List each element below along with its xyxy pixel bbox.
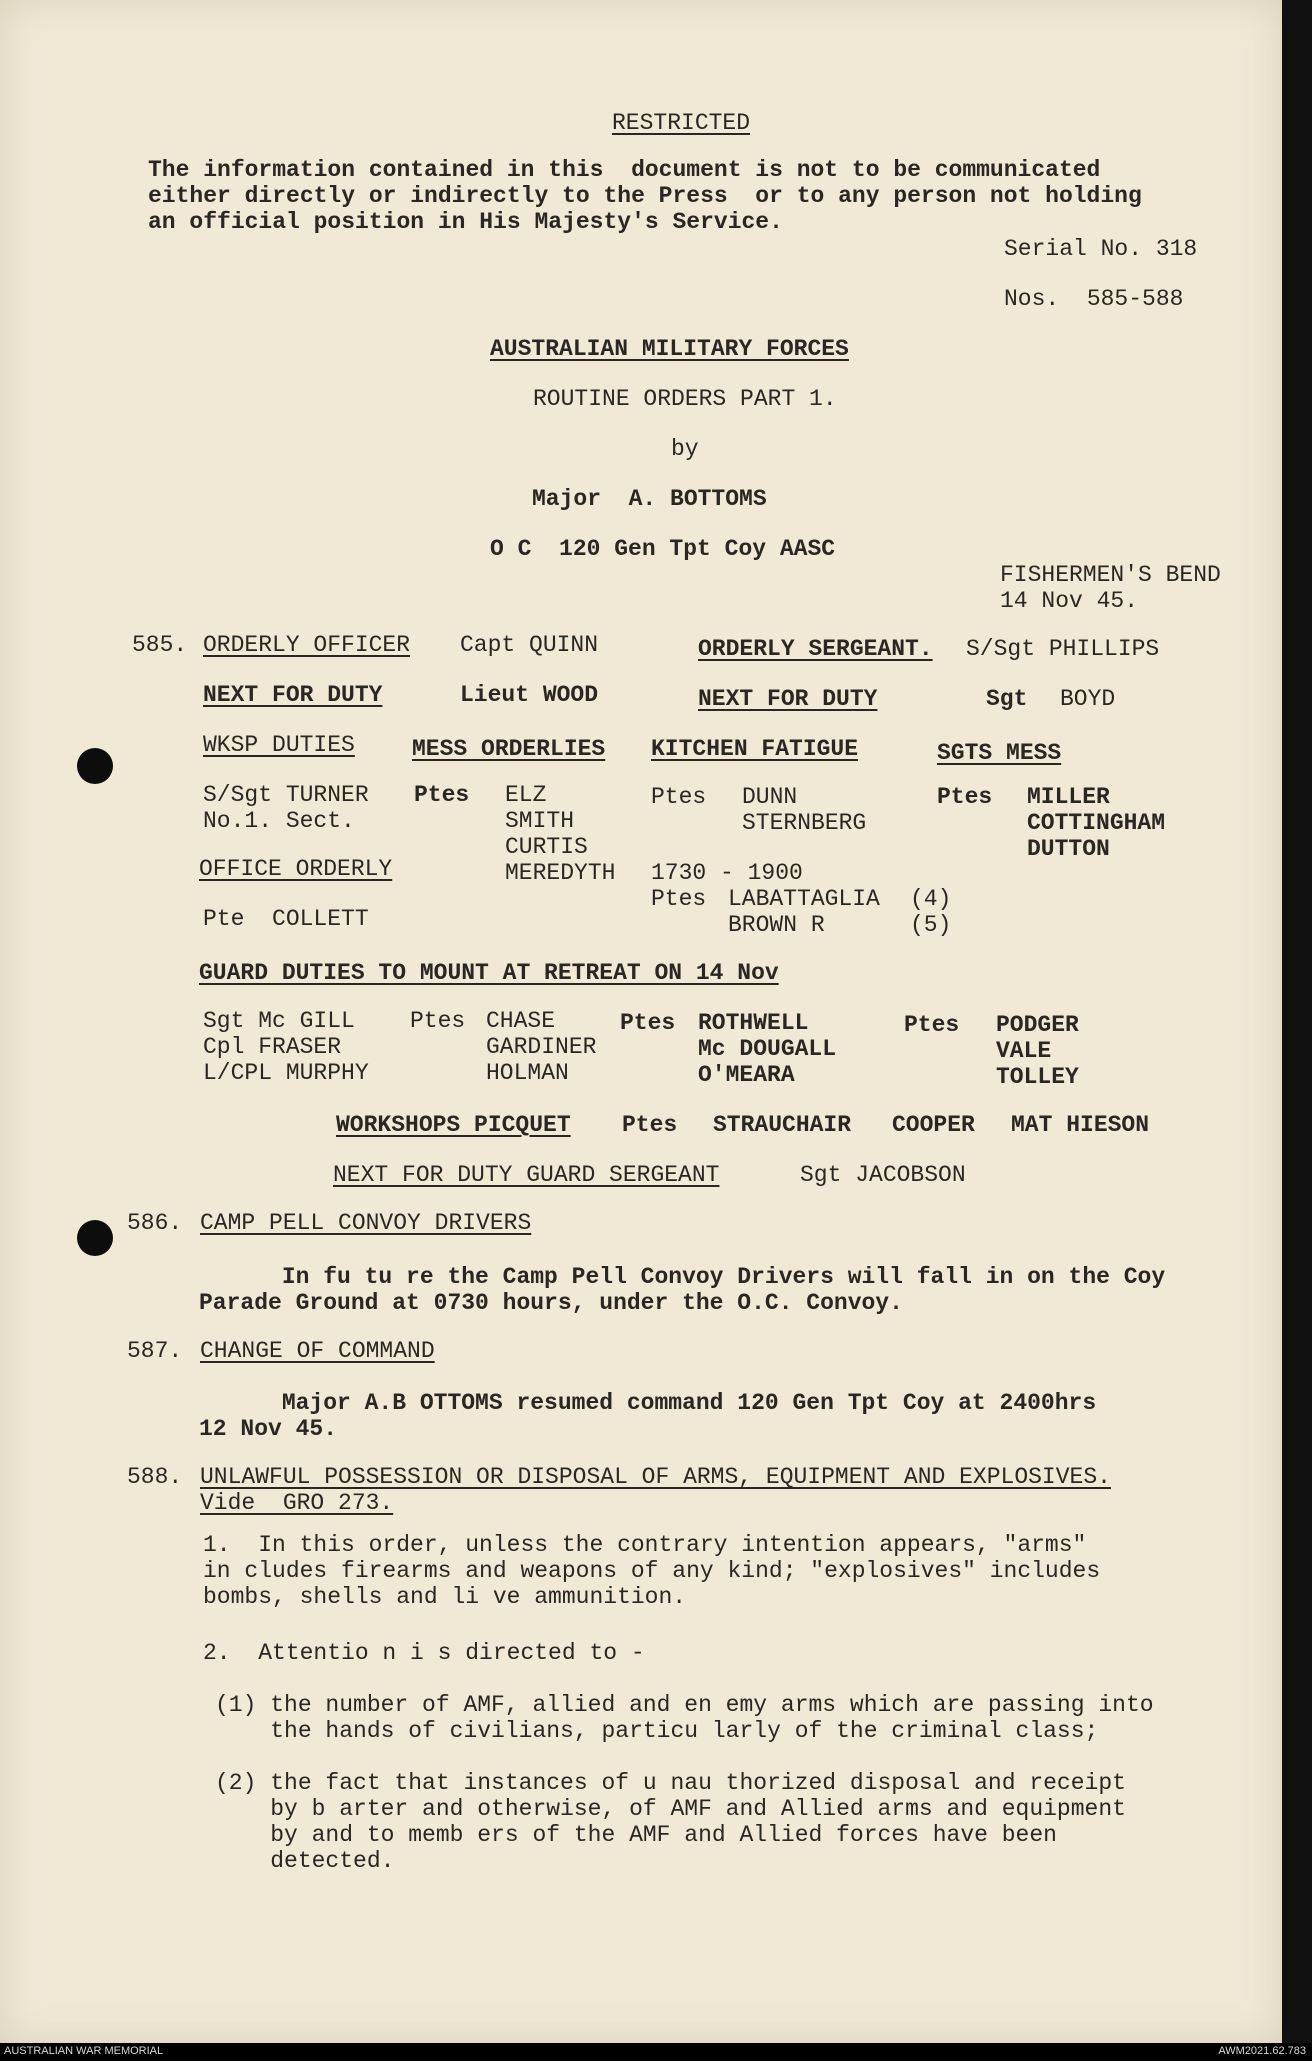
order-586-text xyxy=(199,1264,1165,1316)
kitchen-extra-name: LABATTAGLIA xyxy=(728,886,880,912)
kitchen-fatigue-rank: Ptes xyxy=(651,784,707,810)
next-for-duty-officer-label: NEXT FOR DUTY xyxy=(203,682,383,708)
guard-name: GARDINER xyxy=(486,1034,597,1060)
unit-name: O C 120 Gen Tpt Coy AASC xyxy=(490,536,836,562)
commanding-officer: Major A. BOTTOMS xyxy=(532,486,767,512)
order-586-line: Parade Ground at 0730 hours, under the O.C. Convoy. xyxy=(199,1290,903,1316)
paragraph-1-line: in cludes firearms and weapons of any kind; "explosives" includes xyxy=(203,1558,1101,1584)
workshops-picquet-name-2: COOPER xyxy=(892,1112,975,1138)
workshops-picquet-label: WORKSHOPS PICQUET xyxy=(336,1112,571,1138)
order-587-text xyxy=(199,1390,1096,1442)
mess-orderlies-list xyxy=(505,782,615,886)
item-1-line: (1) the number of AMF, allied and en emy arms which are passing into xyxy=(215,1692,1154,1718)
order-numbers: Nos. 585-588 xyxy=(1004,286,1184,312)
orderly-sergeant: S/Sgt PHILLIPS xyxy=(966,636,1160,662)
orders-title: ROUTINE ORDERS PART 1. xyxy=(533,386,837,412)
guard-name: PODGER xyxy=(996,1012,1079,1038)
order-587-number: 587. xyxy=(127,1338,183,1364)
guard-name: L/CPL MURPHY xyxy=(203,1060,369,1086)
order-585-number: 585. xyxy=(132,632,188,658)
guard-column-4 xyxy=(996,1012,1079,1090)
mess-orderly: SMITH xyxy=(505,808,575,834)
serial-number: Serial No. 318 xyxy=(1004,236,1198,262)
wksp-duties-list xyxy=(203,782,369,834)
order-588-item-1 xyxy=(215,1692,1154,1744)
page-edge xyxy=(1282,0,1312,2043)
kitchen-extra-name: BROWN R xyxy=(728,912,825,938)
punch-hole-top xyxy=(77,748,113,784)
kitchen-time: 1730 - 1900 xyxy=(651,860,803,886)
next-guard-sergeant: Sgt JACOBSON xyxy=(800,1162,966,1188)
sgts-mess-rank: Ptes xyxy=(937,784,993,810)
guard-column-3 xyxy=(698,1010,836,1088)
order-588-paragraph-2: 2. Attentio n i s directed to - xyxy=(203,1640,645,1666)
guard-name: HOLMAN xyxy=(486,1060,569,1086)
place: FISHERMEN'S BEND xyxy=(1000,562,1221,588)
order-586-heading: CAMP PELL CONVOY DRIVERS xyxy=(200,1210,532,1236)
kitchen-fatigue-name: STERNBERG xyxy=(742,810,867,836)
forces-title: AUSTRALIAN MILITARY FORCES xyxy=(490,336,849,362)
paragraph-1-line: 1. In this order, unless the contrary intention appears, "arms" xyxy=(203,1532,1087,1558)
next-for-duty-sergeant: BOYD xyxy=(1060,686,1116,712)
office-orderly-label: OFFICE ORDERLY xyxy=(199,856,393,882)
kitchen-extra-list xyxy=(728,886,880,938)
sgts-mess-name: DUTTON xyxy=(1027,836,1110,862)
workshops-picquet-rank: Ptes xyxy=(622,1112,678,1138)
item-1-line: the hands of civilians, particu larly of the criminal class; xyxy=(215,1718,1099,1744)
order-586-number: 586. xyxy=(127,1210,183,1236)
kitchen-fatigue-list xyxy=(742,784,866,836)
sgts-mess-name: COTTINGHAM xyxy=(1027,810,1166,836)
kitchen-extra-number: (5) xyxy=(910,912,952,938)
item-2-line: by and to memb ers of the AMF and Allied forces have been xyxy=(215,1822,1057,1848)
order-588-item-2 xyxy=(215,1770,1126,1874)
sgts-mess-list xyxy=(1027,784,1165,862)
workshops-picquet-name-1: STRAUCHAIR xyxy=(713,1112,852,1138)
item-2-line: by b arter and otherwise, of AMF and Allied arms and equipment xyxy=(215,1796,1126,1822)
sgts-mess-label: SGTS MESS xyxy=(937,740,1062,766)
notice-line: an official position in His Majesty's Service. xyxy=(148,209,783,235)
footer-reference: AWM2021.62.783 xyxy=(1218,2045,1306,2057)
notice-line: The information contained in this document is not to be communicated xyxy=(148,157,1101,183)
date: 14 Nov 45. xyxy=(1000,588,1139,614)
guard-name: VALE xyxy=(996,1038,1052,1064)
order-588-paragraph-1 xyxy=(203,1532,1100,1610)
order-588-heading-line: UNLAWFUL POSSESSION OR DISPOSAL OF ARMS, EQUIPMENT AND EXPLOSIVES. xyxy=(200,1464,1111,1490)
mess-orderlies-label: MESS ORDERLIES xyxy=(412,736,606,762)
workshops-picquet-name-3: MAT HIESON xyxy=(1011,1112,1150,1138)
next-for-duty-officer: Lieut WOOD xyxy=(460,682,599,708)
guard-name: ROTHWELL xyxy=(698,1010,809,1036)
order-586-line: In fu tu re the Camp Pell Convoy Drivers will fall in on the Coy xyxy=(199,1264,1166,1290)
guard-column-1 xyxy=(203,1008,369,1086)
next-for-duty-sergeant-label: NEXT FOR DUTY xyxy=(698,686,878,712)
mess-orderly: MEREDYTH xyxy=(505,860,616,886)
footer-source: AUSTRALIAN WAR MEMORIAL xyxy=(4,2045,164,2057)
orderly-officer: Capt QUINN xyxy=(460,632,599,658)
item-2-line: (2) the fact that instances of u nau thorized disposal and receipt xyxy=(215,1770,1126,1796)
footer-strip xyxy=(0,2043,1312,2061)
guard-name: Mc DOUGALL xyxy=(698,1036,837,1062)
wksp-name: No.1. Sect. xyxy=(203,808,355,834)
kitchen-extra-numbers xyxy=(910,886,951,938)
office-orderly: Pte COLLETT xyxy=(203,906,369,932)
kitchen-extra-number: (4) xyxy=(910,886,952,912)
classification: RESTRICTED xyxy=(612,110,751,136)
mess-orderly: ELZ xyxy=(505,782,547,808)
order-587-line: 12 Nov 45. xyxy=(199,1416,338,1442)
guard-name: Sgt Mc GILL xyxy=(203,1008,355,1034)
guard-name: CHASE xyxy=(486,1008,556,1034)
order-588-number: 588. xyxy=(127,1464,183,1490)
order-588-vide: Vide GRO 273. xyxy=(200,1490,394,1516)
kitchen-extra-rank: Ptes xyxy=(651,886,707,912)
order-587-heading: CHANGE OF COMMAND xyxy=(200,1338,435,1364)
paragraph-1-line: bombs, shells and li ve ammunition. xyxy=(203,1584,687,1610)
orderly-sergeant-label: ORDERLY SERGEANT. xyxy=(698,636,933,662)
mess-orderly: CURTIS xyxy=(505,834,588,860)
punch-hole-bottom xyxy=(77,1220,113,1256)
order-587-line: Major A.B OTTOMS resumed command 120 Gen Tpt Coy at 2400hrs xyxy=(199,1390,1097,1416)
kitchen-fatigue-name: DUNN xyxy=(742,784,798,810)
by-line: by xyxy=(671,436,699,462)
next-for-duty-sergeant-rank: Sgt xyxy=(986,686,1028,712)
next-guard-sergeant-label: NEXT FOR DUTY GUARD SERGEANT xyxy=(333,1162,720,1188)
mess-orderlies-rank: Ptes xyxy=(414,782,470,808)
guard-name: O'MEARA xyxy=(698,1062,795,1088)
order-588-heading xyxy=(200,1464,1111,1516)
orderly-officer-label: ORDERLY OFFICER xyxy=(203,632,411,658)
kitchen-fatigue-label: KITCHEN FATIGUE xyxy=(651,736,859,762)
guard-column-4-rank: Ptes xyxy=(904,1012,960,1038)
item-2-line: detected. xyxy=(215,1848,395,1874)
guard-duties-label: GUARD DUTIES TO MOUNT AT RETREAT ON 14 Nov xyxy=(199,960,779,986)
guard-column-2-rank: Ptes xyxy=(410,1008,466,1034)
guard-name: TOLLEY xyxy=(996,1064,1079,1090)
wksp-duties-label: WKSP DUTIES xyxy=(203,732,355,758)
guard-column-2 xyxy=(486,1008,596,1086)
guard-name: Cpl FRASER xyxy=(203,1034,342,1060)
wksp-name: S/Sgt TURNER xyxy=(203,782,369,808)
restriction-notice xyxy=(148,157,1142,235)
sgts-mess-name: MILLER xyxy=(1027,784,1110,810)
notice-line: either directly or indirectly to the Press or to any person not holding xyxy=(148,183,1142,209)
guard-column-3-rank: Ptes xyxy=(620,1010,676,1036)
